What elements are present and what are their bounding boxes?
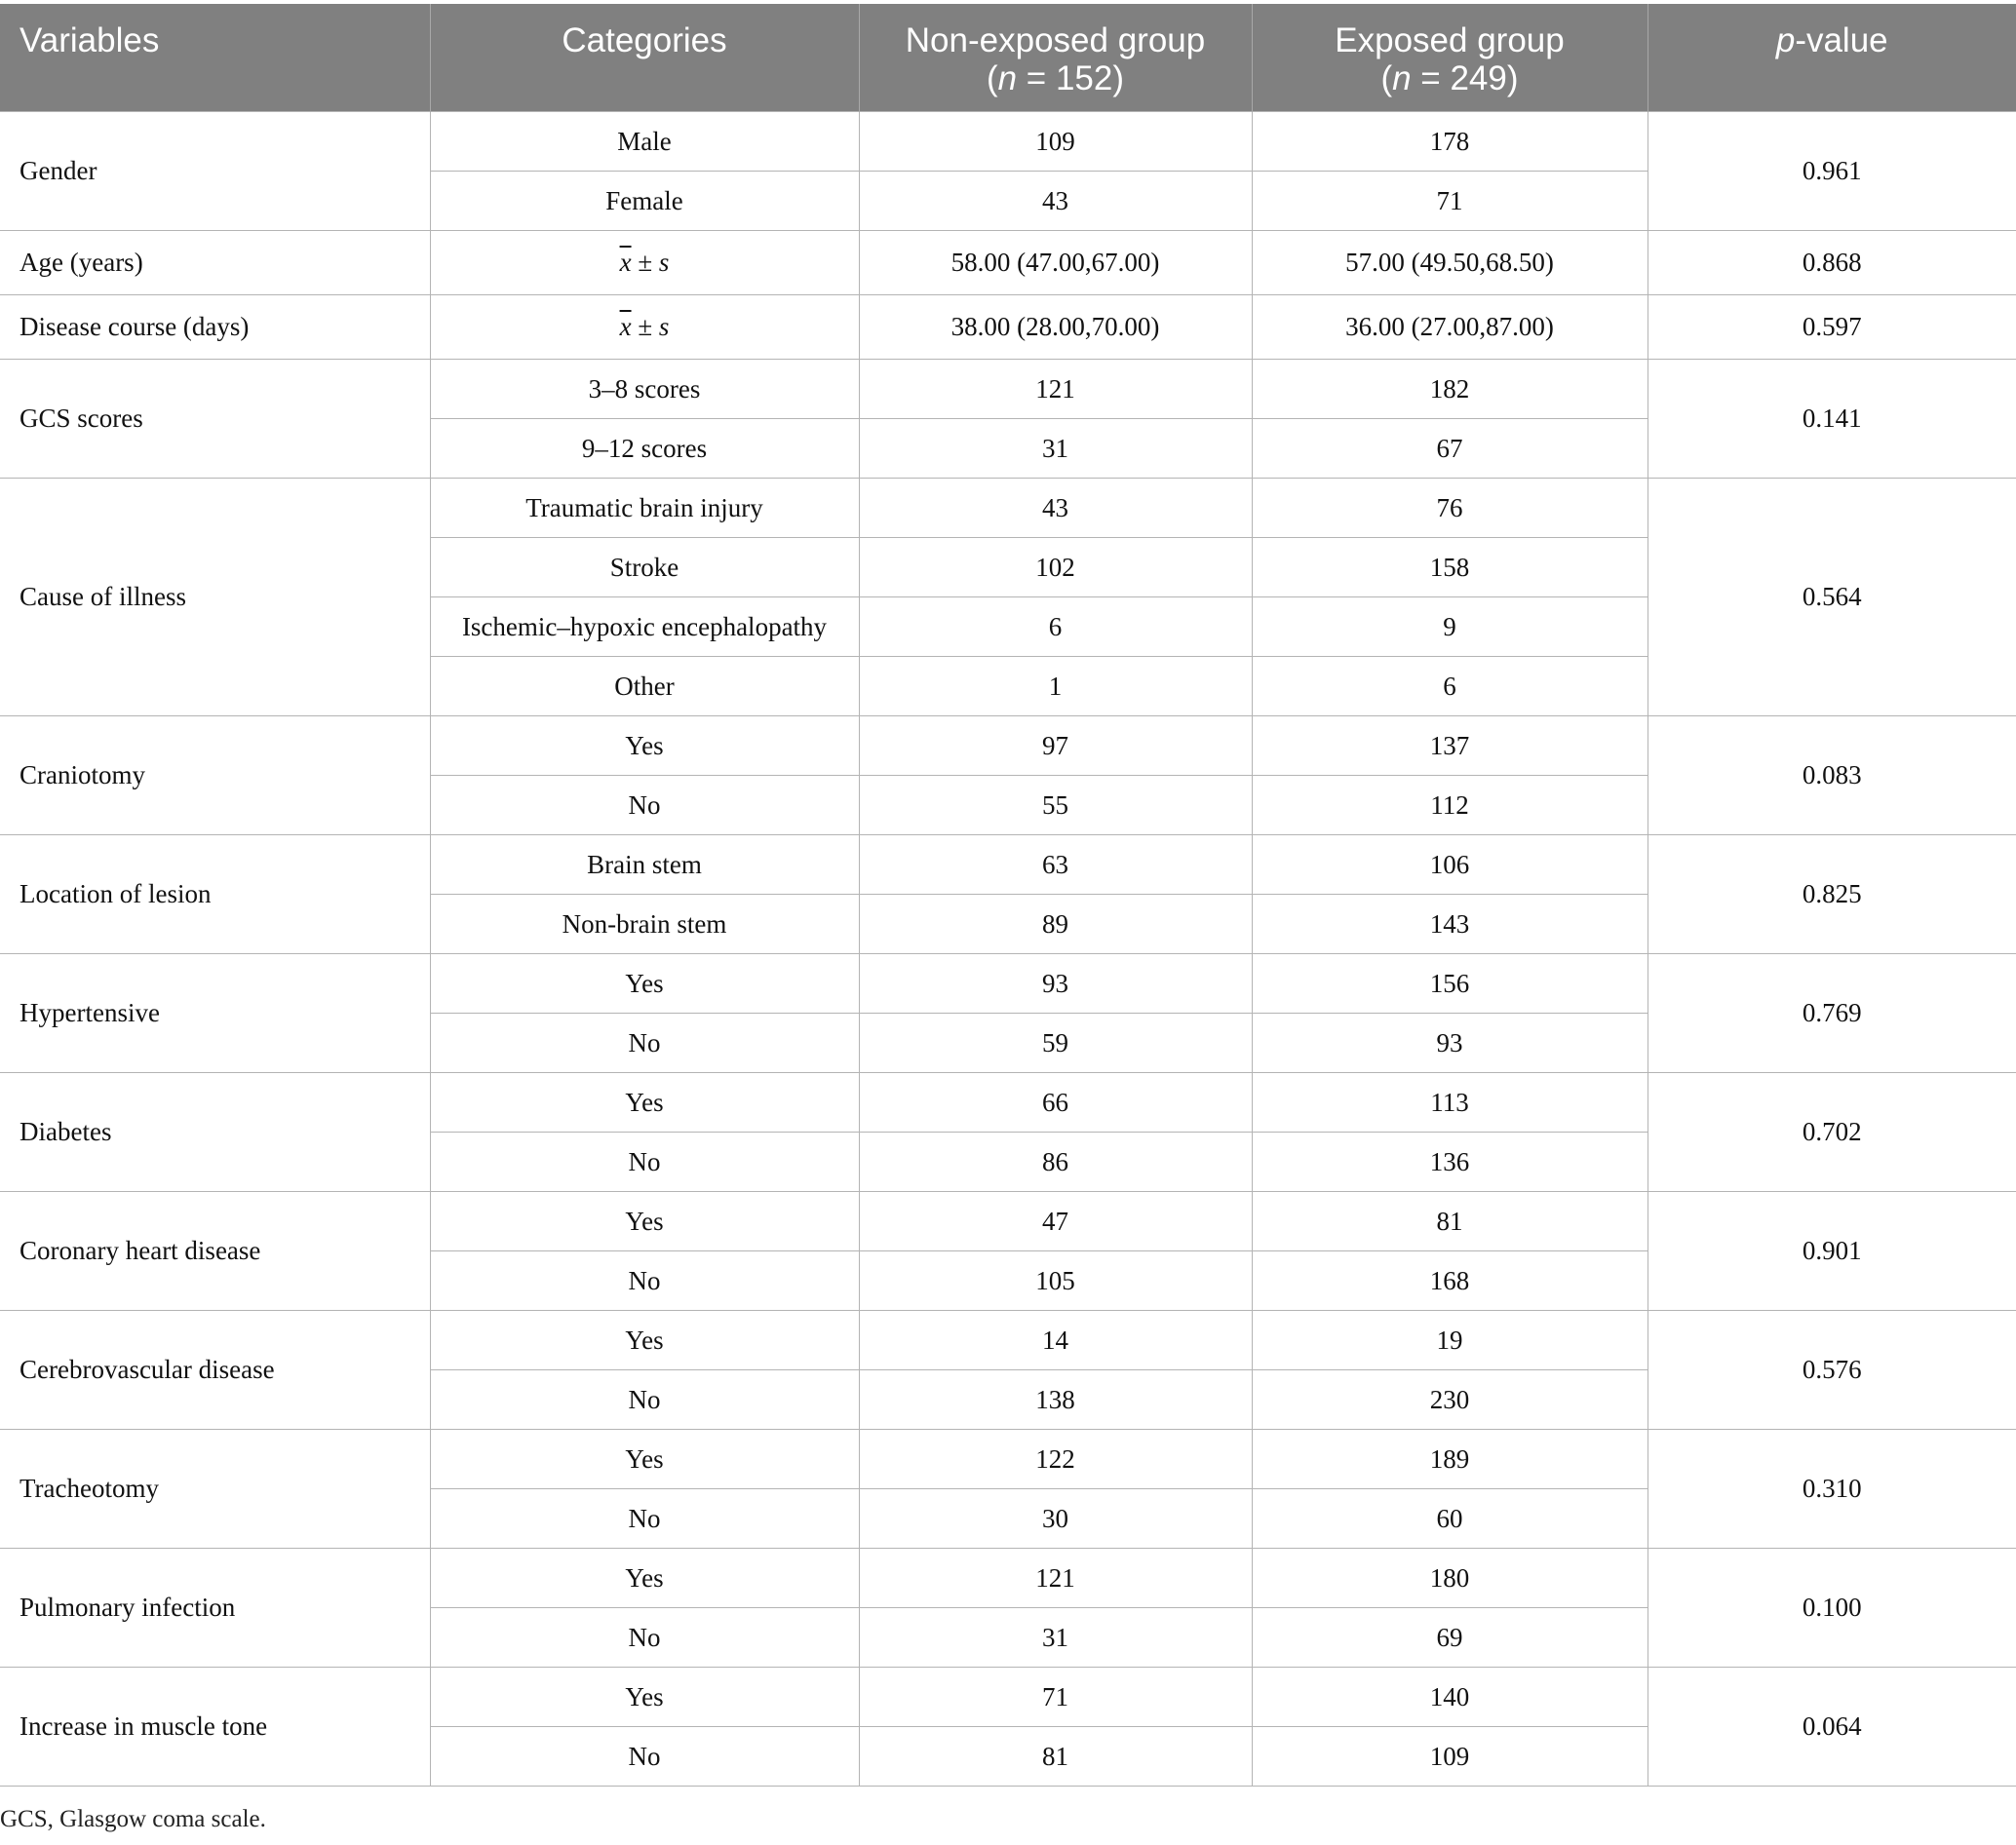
non-exposed-cell: 6 <box>859 596 1252 656</box>
exposed-cell: 112 <box>1252 775 1648 834</box>
non-exposed-cell: 93 <box>859 953 1252 1013</box>
p-value-cell: 0.702 <box>1648 1072 2016 1191</box>
variable-cell: Coronary heart disease <box>0 1191 430 1310</box>
variable-cell: Disease course (days) <box>0 294 430 359</box>
table-row <box>0 1548 2016 1607</box>
p-value-cell: 0.564 <box>1648 478 2016 715</box>
table-body <box>0 111 2016 1786</box>
exposed-cell: 168 <box>1252 1250 1648 1310</box>
exposed-cell: 93 <box>1252 1013 1648 1072</box>
non-exposed-cell: 47 <box>859 1191 1252 1250</box>
category-cell: 3–8 scores <box>430 359 859 418</box>
variable-cell: Tracheotomy <box>0 1429 430 1548</box>
table-row <box>0 1667 2016 1726</box>
header-exposed-group: Exposed group (n = 249) <box>1252 4 1648 111</box>
category-cell: Yes <box>430 1191 859 1250</box>
non-exposed-cell: 102 <box>859 537 1252 596</box>
table-row <box>0 478 2016 537</box>
category-cell: Female <box>430 171 859 230</box>
non-exposed-cell: 38.00 (28.00,70.00) <box>859 294 1252 359</box>
exposed-cell: 106 <box>1252 834 1648 894</box>
exposed-cell: 109 <box>1252 1726 1648 1786</box>
variable-cell: Location of lesion <box>0 834 430 953</box>
category-cell: Other <box>430 656 859 715</box>
exposed-cell: 19 <box>1252 1310 1648 1369</box>
exposed-cell: 158 <box>1252 537 1648 596</box>
exposed-cell: 189 <box>1252 1429 1648 1488</box>
p-value-cell: 0.769 <box>1648 953 2016 1072</box>
non-exposed-cell: 30 <box>859 1488 1252 1548</box>
category-cell: No <box>430 775 859 834</box>
category-cell: Traumatic brain injury <box>430 478 859 537</box>
exposed-cell: 36.00 (27.00,87.00) <box>1252 294 1648 359</box>
category-cell: No <box>430 1607 859 1667</box>
non-exposed-cell: 43 <box>859 171 1252 230</box>
category-cell: Yes <box>430 953 859 1013</box>
non-exposed-cell: 1 <box>859 656 1252 715</box>
exposed-cell: 57.00 (49.50,68.50) <box>1252 230 1648 294</box>
variable-cell: Gender <box>0 111 430 230</box>
exposed-cell: 136 <box>1252 1132 1648 1191</box>
exposed-cell: 230 <box>1252 1369 1648 1429</box>
exposed-cell: 71 <box>1252 171 1648 230</box>
non-exposed-cell: 59 <box>859 1013 1252 1072</box>
exposed-cell: 6 <box>1252 656 1648 715</box>
variable-cell: Pulmonary infection <box>0 1548 430 1667</box>
p-value-cell: 0.141 <box>1648 359 2016 478</box>
category-cell: No <box>430 1132 859 1191</box>
exposed-cell: 113 <box>1252 1072 1648 1132</box>
table-row <box>0 1191 2016 1250</box>
non-exposed-cell: 138 <box>859 1369 1252 1429</box>
variable-cell: Cause of illness <box>0 478 430 715</box>
category-cell: Yes <box>430 1072 859 1132</box>
table-footnote: GCS, Glasgow coma scale. <box>0 1806 266 1832</box>
variable-cell: Diabetes <box>0 1072 430 1191</box>
baseline-characteristics-table <box>0 4 2016 1787</box>
header-categories: Categories <box>430 4 859 111</box>
non-exposed-cell: 89 <box>859 894 1252 953</box>
category-cell: No <box>430 1250 859 1310</box>
non-exposed-cell: 14 <box>859 1310 1252 1369</box>
non-exposed-cell: 58.00 (47.00,67.00) <box>859 230 1252 294</box>
table-row <box>0 1429 2016 1488</box>
variable-cell: Hypertensive <box>0 953 430 1072</box>
table-row <box>0 834 2016 894</box>
category-cell: Stroke <box>430 537 859 596</box>
table-row <box>0 1072 2016 1132</box>
category-cell: Yes <box>430 715 859 775</box>
exposed-cell: 182 <box>1252 359 1648 418</box>
p-value-cell: 0.064 <box>1648 1667 2016 1786</box>
non-exposed-cell: 71 <box>859 1667 1252 1726</box>
table-header <box>0 4 2016 111</box>
category-cell: Yes <box>430 1310 859 1369</box>
header-row <box>0 4 2016 111</box>
category-cell: Ischemic–hypoxic encephalopathy <box>430 596 859 656</box>
x-bar-symbol: $\overline{x}$ <box>619 248 632 277</box>
table-row <box>0 230 2016 294</box>
non-exposed-cell: 66 <box>859 1072 1252 1132</box>
exposed-cell: 140 <box>1252 1667 1648 1726</box>
variable-cell: Cerebrovascular disease <box>0 1310 430 1429</box>
p-value-cell: 0.901 <box>1648 1191 2016 1310</box>
exposed-cell: 69 <box>1252 1607 1648 1667</box>
p-value-cell: 0.310 <box>1648 1429 2016 1548</box>
non-exposed-cell: 31 <box>859 418 1252 478</box>
exposed-cell: 178 <box>1252 111 1648 171</box>
category-cell: No <box>430 1369 859 1429</box>
table-row <box>0 953 2016 1013</box>
exposed-cell: 67 <box>1252 418 1648 478</box>
table-row <box>0 715 2016 775</box>
exposed-cell: 9 <box>1252 596 1648 656</box>
category-cell: No <box>430 1726 859 1786</box>
header-variables: Variables <box>0 4 430 111</box>
non-exposed-cell: 109 <box>859 111 1252 171</box>
x-bar-symbol: $\overline{x}$ <box>619 312 632 341</box>
table-row <box>0 111 2016 171</box>
p-value-cell: 0.868 <box>1648 230 2016 294</box>
category-cell: Yes <box>430 1548 859 1607</box>
p-value-cell: 0.100 <box>1648 1548 2016 1667</box>
category-cell: Brain stem <box>430 834 859 894</box>
variable-cell: Increase in muscle tone <box>0 1667 430 1786</box>
p-value-cell: 0.083 <box>1648 715 2016 834</box>
non-exposed-cell: 86 <box>859 1132 1252 1191</box>
p-value-cell: 0.961 <box>1648 111 2016 230</box>
non-exposed-cell: 63 <box>859 834 1252 894</box>
non-exposed-cell: 97 <box>859 715 1252 775</box>
exposed-cell: 76 <box>1252 478 1648 537</box>
non-exposed-cell: 105 <box>859 1250 1252 1310</box>
exposed-cell: 81 <box>1252 1191 1648 1250</box>
table-row <box>0 294 2016 359</box>
variable-cell: Craniotomy <box>0 715 430 834</box>
non-exposed-cell: 81 <box>859 1726 1252 1786</box>
category-cell: Non-brain stem <box>430 894 859 953</box>
non-exposed-cell: 121 <box>859 1548 1252 1607</box>
exposed-cell: 143 <box>1252 894 1648 953</box>
p-value-cell: 0.576 <box>1648 1310 2016 1429</box>
exposed-cell: 180 <box>1252 1548 1648 1607</box>
non-exposed-cell: 121 <box>859 359 1252 418</box>
exposed-cell: 60 <box>1252 1488 1648 1548</box>
category-cell: No <box>430 1488 859 1548</box>
category-cell-mean-sd: $\overline{x} \pm s$ <box>430 294 859 359</box>
p-value-cell: 0.825 <box>1648 834 2016 953</box>
category-cell: Male <box>430 111 859 171</box>
category-cell-mean-sd: $\overline{x} \pm s$ <box>430 230 859 294</box>
table-row <box>0 359 2016 418</box>
header-p-value: p-value <box>1648 4 2016 111</box>
category-cell: No <box>430 1013 859 1072</box>
exposed-cell: 156 <box>1252 953 1648 1013</box>
exposed-cell: 137 <box>1252 715 1648 775</box>
variable-cell: GCS scores <box>0 359 430 478</box>
non-exposed-cell: 55 <box>859 775 1252 834</box>
p-value-cell: 0.597 <box>1648 294 2016 359</box>
table-row <box>0 1310 2016 1369</box>
non-exposed-cell: 31 <box>859 1607 1252 1667</box>
category-cell: 9–12 scores <box>430 418 859 478</box>
category-cell: Yes <box>430 1429 859 1488</box>
variable-cell: Age (years) <box>0 230 430 294</box>
header-non-exposed-group: Non-exposed group (n = 152) <box>859 4 1252 111</box>
non-exposed-cell: 43 <box>859 478 1252 537</box>
non-exposed-cell: 122 <box>859 1429 1252 1488</box>
category-cell: Yes <box>430 1667 859 1726</box>
